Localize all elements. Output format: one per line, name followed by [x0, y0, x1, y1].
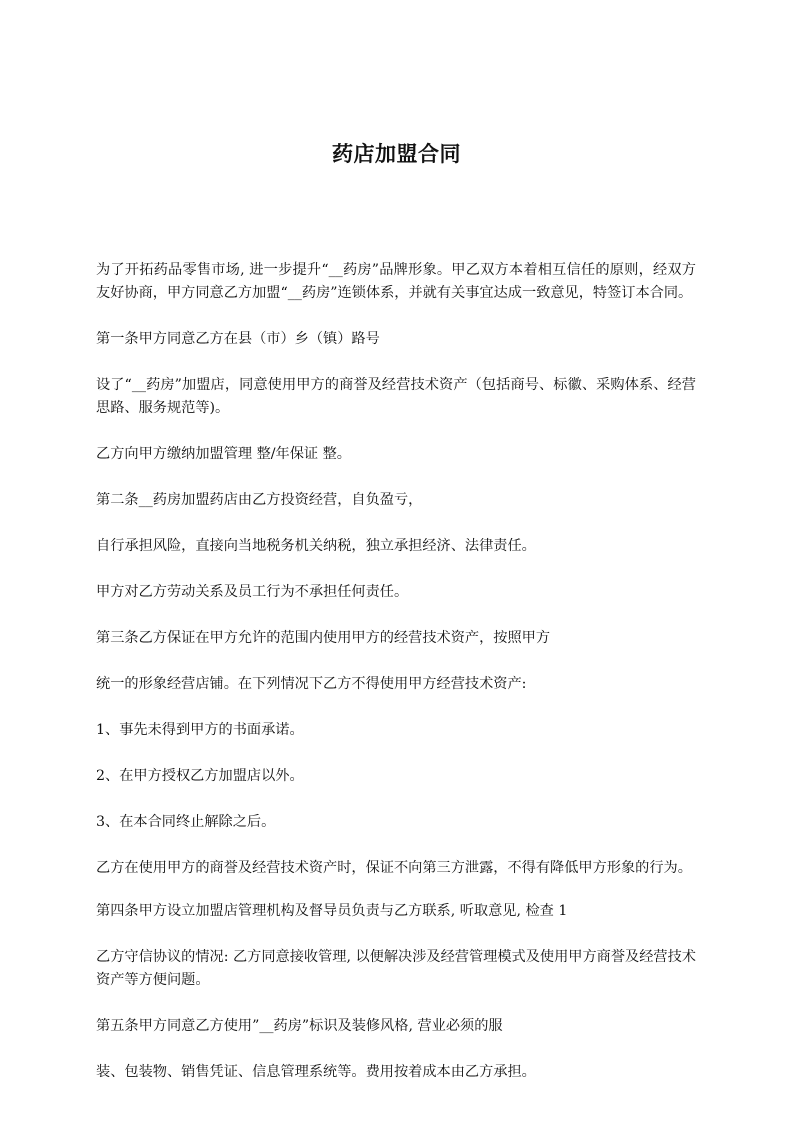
paragraph-article-2: 第二条__药房加盟药店由乙方投资经营，自负盈亏，	[96, 492, 423, 508]
paragraph-article-4: 第四条甲方设立加盟店管理机构及督导员负责与乙方联系, 听取意见, 检查 1	[96, 903, 568, 919]
paragraph-fees: 乙方向甲方缴纳加盟管理 整/年保证 整。	[96, 446, 351, 462]
paragraph-article-5-cont: 装、包装物、销售凭证、信息管理系统等。费用按着成本由乙方承担。	[96, 1064, 536, 1080]
paragraph-preamble: 为了开拓药品零售市场, 进一步提升“__药房”品牌形象。甲乙双方本着相互信任的原则，经双方友好协商，甲方同意乙方加盟“__药房”连锁体系，并就有关事宜达成一致意见，特签订本合同。	[96, 262, 696, 301]
document-body	[96, 259, 696, 1084]
document-title: 药店加盟合同	[332, 142, 461, 166]
paragraph-article-4-cont: 乙方守信协议的情况: 乙方同意接收管理, 以便解决涉及经营管理模式及使用甲方商誉及经营技术资产等方便问题。	[96, 949, 696, 988]
paragraph-article-2-cont: 自行承担风险，直接向当地税务机关纳税，独立承担经济、法律责任。	[96, 538, 536, 554]
paragraph-confidentiality: 乙方在使用甲方的商誉及经营技术资产时，保证不向第三方泄露，不得有降低甲方形象的行为。	[96, 860, 692, 876]
list-item-1: 1、事先未得到甲方的书面承诺。	[96, 722, 304, 738]
list-item-2: 2、在甲方授权乙方加盟店以外。	[96, 768, 304, 784]
paragraph-article-3-cont: 统一的形象经营店铺。在下列情况下乙方不得使用甲方经营技术资产:	[96, 676, 527, 692]
list-item-3: 3、在本合同终止解除之后。	[96, 814, 276, 830]
paragraph-article-5: 第五条甲方同意乙方使用”__药房”标识及装修风格, 营业必须的服	[96, 1018, 503, 1034]
paragraph-article-1: 第一条甲方同意乙方在县（市）乡（镇）路号	[96, 331, 380, 347]
paragraph-article-1-cont: 设了“__药房”加盟店，同意使用甲方的商誉及经营技术资产（包括商号、标徽、采购体系、经营思路、服务规范等)。	[96, 377, 696, 416]
paragraph-labor: 甲方对乙方劳动关系及员工行为不承担任何责任。	[96, 584, 409, 600]
paragraph-article-3: 第三条乙方保证在甲方允许的范围内使用甲方的经营技术资产，按照甲方	[96, 630, 551, 646]
